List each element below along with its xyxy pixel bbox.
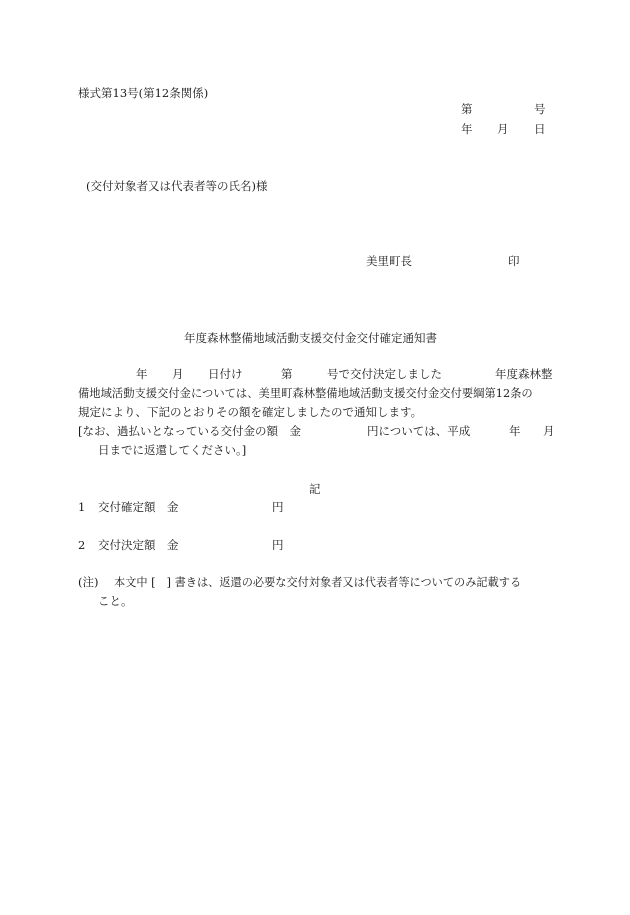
refund-line-1a: [なお、過払いとなっている交付金の額 金	[78, 424, 301, 438]
body-number-text: 号で交付決定しました	[327, 367, 442, 381]
item-1-yen: 円	[272, 500, 284, 514]
number-suffix: 号	[534, 102, 546, 116]
body-day-dated: 日付け	[208, 367, 243, 381]
item-1-number: 1	[78, 500, 86, 514]
refund-line-2: 日までに返還してください。]	[98, 443, 247, 457]
body-line-3: 規定により、下記のとおりその額を確定しましたので通知します。	[78, 405, 423, 419]
item-2-label: 交付決定額	[98, 538, 156, 552]
refund-month: 月	[543, 424, 555, 438]
item-2-kin: 金	[167, 538, 179, 552]
note-label: (注)	[78, 575, 99, 589]
item-1-kin: 金	[167, 500, 179, 514]
date-month: 月	[497, 122, 509, 136]
refund-year: 年	[509, 424, 521, 438]
refund-line-1b: 円については、平成	[367, 424, 471, 438]
body-month: 月	[172, 367, 184, 381]
ki-heading: 記	[309, 482, 321, 496]
issuer-title: 美里町長	[366, 254, 412, 268]
date-year: 年	[461, 122, 473, 136]
body-line-2: 備地域活動支援交付金については、美里町森林整備地域活動支援交付金交付要綱第12条の	[78, 387, 533, 400]
item-2-number: 2	[78, 538, 86, 552]
note-line-1: 本文中 [ ] 書きは、返還の必要な交付対象者又は代表者等についてのみ記載する	[114, 576, 522, 589]
item-2-yen: 円	[272, 538, 284, 552]
seal-mark: 印	[508, 254, 520, 268]
body-fiscal-tail: 年度森林整	[495, 367, 553, 381]
item-1-label: 交付確定額	[98, 500, 156, 514]
body-number-prefix: 第	[281, 367, 293, 381]
document-title: 年度森林整備地域活動支援交付金交付確定通知書	[184, 331, 437, 345]
note-line-2: こと。	[98, 594, 133, 608]
body-year: 年	[136, 367, 148, 381]
addressee: (交付対象者又は代表者等の氏名)様	[86, 179, 268, 193]
form-label: 様式第13号(第12条関係)	[78, 86, 209, 100]
number-prefix: 第	[461, 102, 473, 116]
date-day: 日	[534, 122, 546, 136]
